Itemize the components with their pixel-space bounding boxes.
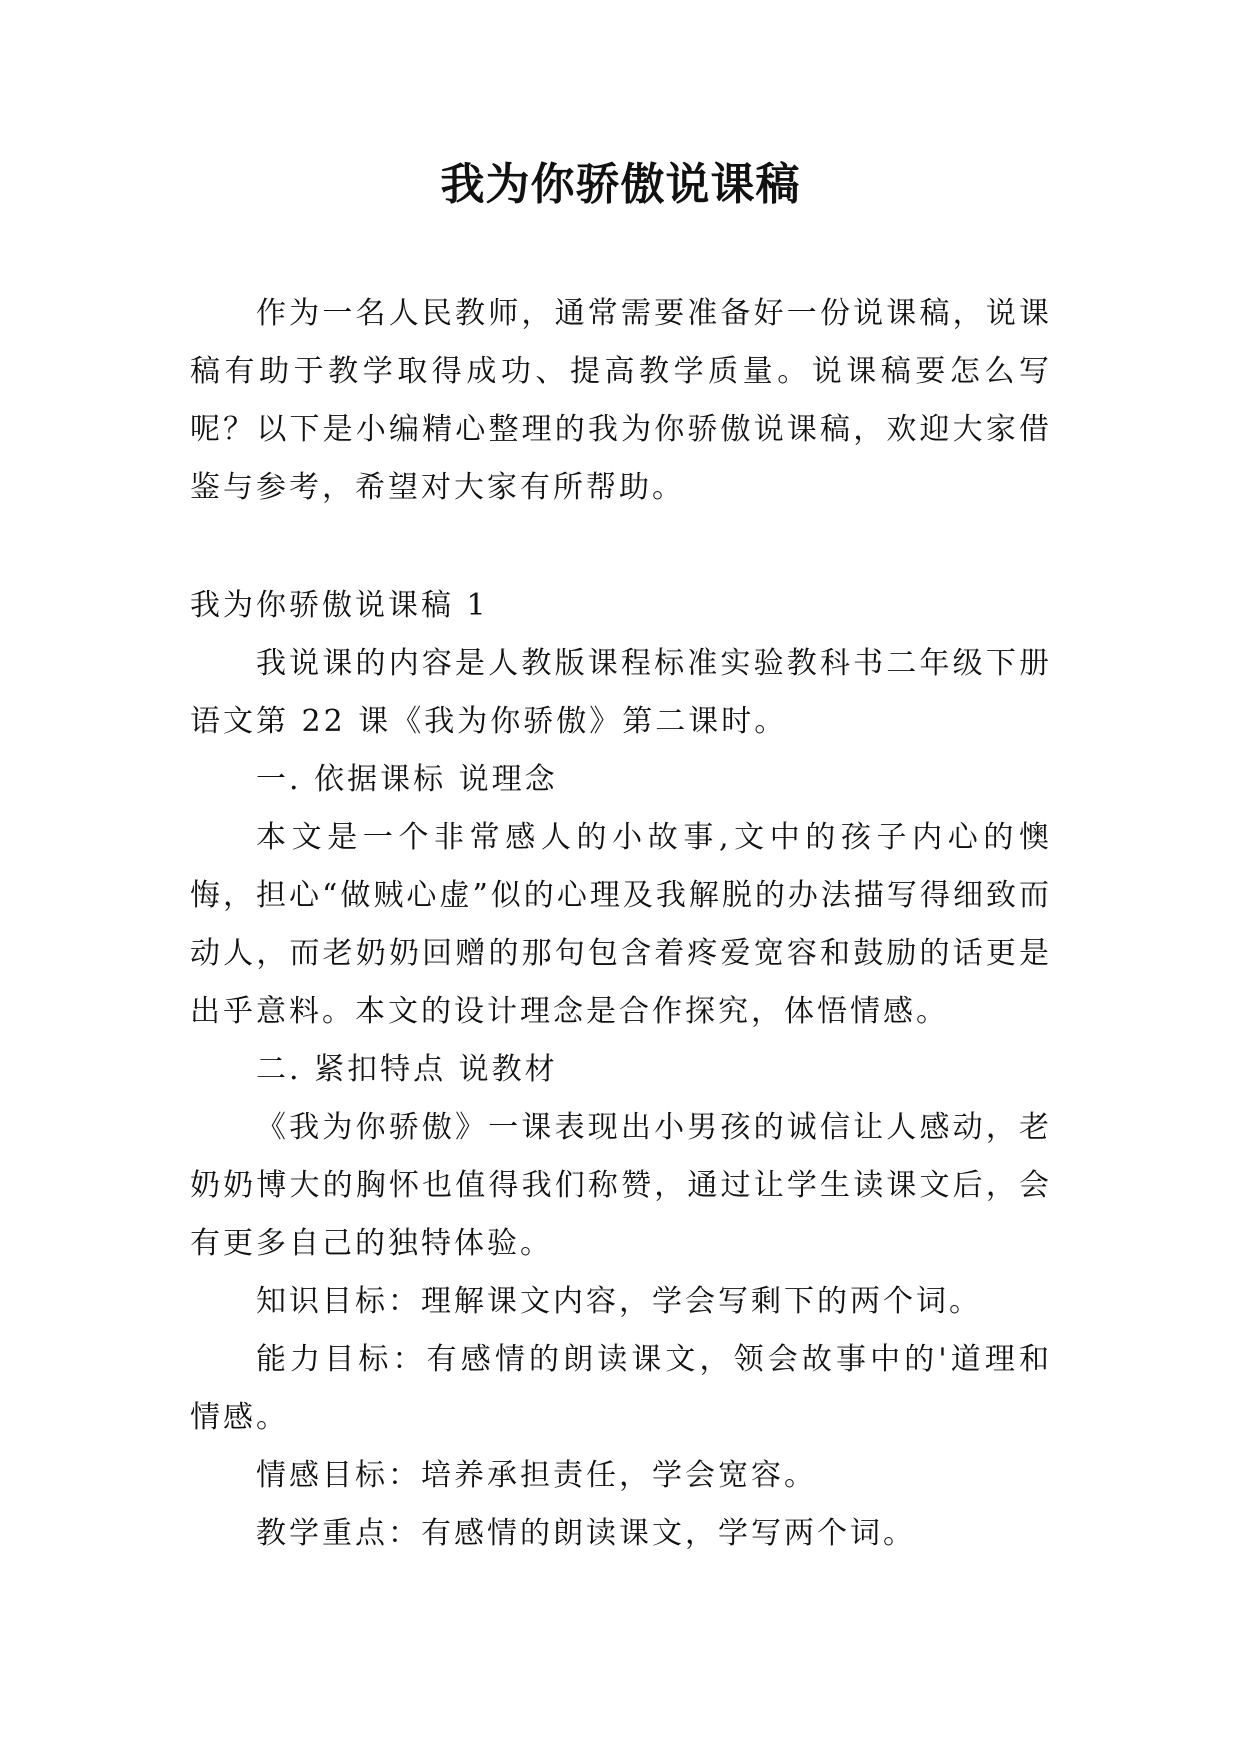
body-paragraph: 本文是一个非常感人的小故事,文中的孩子内心的懊悔，担心“做贼心虚”似的心理及我解脱的办法描写得细致而动人，而老奶奶回赠的那句包含着疼爱宽容和鼓励的话更是出乎意料。本文的设计理念是合作探究，体悟情感。 xyxy=(190,820,1052,1029)
section-title: 我为你骄傲说课稿 1 xyxy=(190,588,489,623)
intro-paragraph: 作为一名人民教师，通常需要准备好一份说课稿，说课稿有助于教学取得成功、提高教学质量。说课稿要怎么写呢？以下是小编精心整理的我为你骄傲说课稿，欢迎大家借鉴与参考，希望对大家有所帮助。 xyxy=(190,296,1052,505)
body-paragraph: 《我为你骄傲》一课表现出小男孩的诚信让人感动，老奶奶博大的胸怀也值得我们称赞，通过让学生读课文后，会有更多自己的独特体验。 xyxy=(190,1110,1052,1261)
teaching-focus: 教学重点：有感情的朗读课文，学写两个词。 xyxy=(256,1516,916,1551)
document-body xyxy=(190,285,1052,1563)
knowledge-goal: 知识目标：理解课文内容，学会写剩下的两个词。 xyxy=(256,1284,982,1319)
heading-material: 二. 紧扣特点 说教材 xyxy=(256,1052,558,1087)
document-title: 我为你骄傲说课稿 xyxy=(440,159,801,210)
ability-goal: 能力目标：有感情的朗读课文，领会故事中的'道理和情感。 xyxy=(190,1342,1052,1435)
heading-principle: 一. 依据课标 说理念 xyxy=(256,762,558,797)
emotion-goal: 情感目标：培养承担责任，学会宽容。 xyxy=(256,1458,817,1493)
body-paragraph: 我说课的内容是人教版课程标准实验教科书二年级下册语文第 22 课《我为你骄傲》第二课时。 xyxy=(190,646,1052,739)
